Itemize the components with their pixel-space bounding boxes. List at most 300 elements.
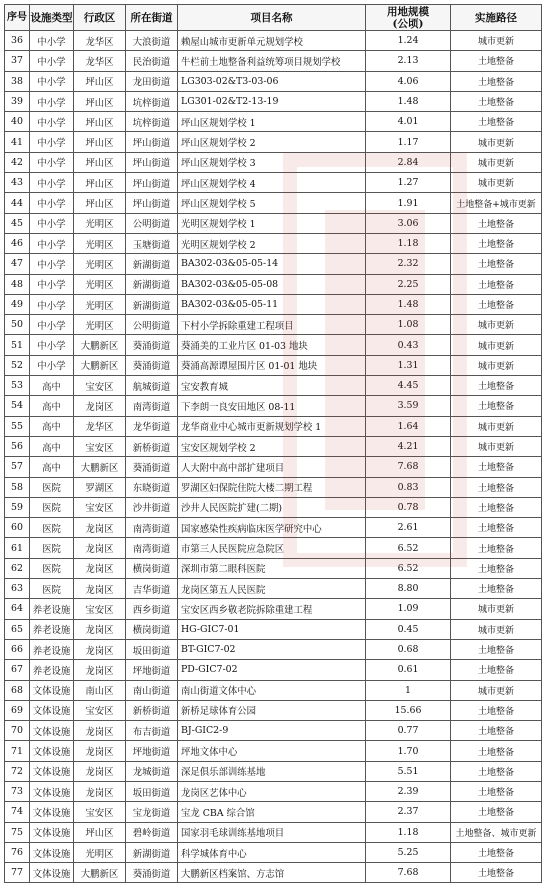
cell-type: 中小学 xyxy=(30,71,74,91)
cell-path: 土地整备 xyxy=(451,721,542,741)
cell-path: 土地整备 xyxy=(451,91,542,111)
cell-street: 坂田街道 xyxy=(126,781,178,801)
cell-path: 土地整备 xyxy=(451,497,542,517)
table-row xyxy=(5,477,542,497)
cell-street: 民治街道 xyxy=(126,51,178,71)
table-row xyxy=(5,294,542,314)
cell-district: 龙岗区 xyxy=(74,619,126,639)
cell-type: 医院 xyxy=(30,518,74,538)
cell-project: HG-GIC7-01 xyxy=(178,619,366,639)
cell-path: 土地整备 xyxy=(451,376,542,396)
cell-district: 光明区 xyxy=(74,842,126,862)
cell-project: 光明区规划学校 1 xyxy=(178,213,366,233)
cell-path: 城市更新 xyxy=(451,173,542,193)
cell-street: 东晓街道 xyxy=(126,477,178,497)
cell-district: 坪山区 xyxy=(74,112,126,132)
cell-no: 77 xyxy=(5,863,30,883)
table-row xyxy=(5,497,542,517)
cell-path: 土地整备 xyxy=(451,863,542,883)
cell-path: 土地整备 xyxy=(451,213,542,233)
cell-scale: 2.39 xyxy=(366,781,451,801)
cell-type: 文体设施 xyxy=(30,700,74,720)
cell-project: BA302-03&05-05-11 xyxy=(178,294,366,314)
cell-district: 龙岗区 xyxy=(74,761,126,781)
table-row xyxy=(5,741,542,761)
header-project: 项目名称 xyxy=(178,5,366,31)
cell-no: 63 xyxy=(5,579,30,599)
cell-scale: 5.25 xyxy=(366,842,451,862)
cell-street: 坪地街道 xyxy=(126,741,178,761)
cell-project: 罗湖区妇保院住院大楼二期工程 xyxy=(178,477,366,497)
cell-street: 南湾街道 xyxy=(126,518,178,538)
cell-project: 坪山区规划学校 3 xyxy=(178,152,366,172)
cell-no: 44 xyxy=(5,193,30,213)
cell-scale: 0.83 xyxy=(366,477,451,497)
cell-project: 光明区规划学校 2 xyxy=(178,233,366,253)
cell-scale: 3.59 xyxy=(366,396,451,416)
cell-type: 中小学 xyxy=(30,91,74,111)
cell-scale: 4.06 xyxy=(366,71,451,91)
cell-scale: 1.18 xyxy=(366,822,451,842)
cell-street: 玉塘街道 xyxy=(126,233,178,253)
cell-no: 72 xyxy=(5,761,30,781)
cell-project: 宝安教育城 xyxy=(178,376,366,396)
cell-type: 高中 xyxy=(30,436,74,456)
cell-project: 坪山区规划学校 4 xyxy=(178,173,366,193)
table-row xyxy=(5,112,542,132)
cell-path: 城市更新 xyxy=(451,416,542,436)
table-row xyxy=(5,599,542,619)
cell-street: 坪山街道 xyxy=(126,152,178,172)
cell-path: 土地整备 xyxy=(451,802,542,822)
cell-no: 71 xyxy=(5,741,30,761)
cell-no: 43 xyxy=(5,173,30,193)
cell-district: 大鹏新区 xyxy=(74,457,126,477)
header-no: 序号 xyxy=(5,5,30,31)
cell-no: 64 xyxy=(5,599,30,619)
cell-district: 坪山区 xyxy=(74,91,126,111)
cell-scale: 1.18 xyxy=(366,233,451,253)
cell-street: 新湖街道 xyxy=(126,294,178,314)
cell-street: 横岗街道 xyxy=(126,619,178,639)
cell-no: 75 xyxy=(5,822,30,842)
cell-district: 南山区 xyxy=(74,680,126,700)
cell-type: 医院 xyxy=(30,558,74,578)
cell-type: 文体设施 xyxy=(30,761,74,781)
cell-path: 土地整备 xyxy=(451,660,542,680)
cell-no: 53 xyxy=(5,376,30,396)
cell-no: 62 xyxy=(5,558,30,578)
cell-path: 土地整备 xyxy=(451,233,542,253)
cell-no: 56 xyxy=(5,436,30,456)
cell-type: 中小学 xyxy=(30,274,74,294)
cell-scale: 8.80 xyxy=(366,579,451,599)
cell-scale: 5.51 xyxy=(366,761,451,781)
cell-project: 龙华商业中心城市更新规划学校 1 xyxy=(178,416,366,436)
table-row xyxy=(5,233,542,253)
cell-street: 新湖街道 xyxy=(126,842,178,862)
cell-street: 碧岭街道 xyxy=(126,822,178,842)
cell-type: 中小学 xyxy=(30,193,74,213)
cell-scale: 2.61 xyxy=(366,518,451,538)
cell-scale: 1.31 xyxy=(366,355,451,375)
cell-district: 坪山区 xyxy=(74,152,126,172)
cell-type: 文体设施 xyxy=(30,802,74,822)
cell-no: 37 xyxy=(5,51,30,71)
cell-type: 文体设施 xyxy=(30,680,74,700)
cell-district: 坪山区 xyxy=(74,71,126,91)
cell-district: 龙岗区 xyxy=(74,639,126,659)
cell-path: 土地整备 xyxy=(451,112,542,132)
cell-no: 68 xyxy=(5,680,30,700)
table-row xyxy=(5,315,542,335)
cell-project: LG303-02&T3-03-06 xyxy=(178,71,366,91)
cell-type: 文体设施 xyxy=(30,842,74,862)
cell-scale: 0.77 xyxy=(366,721,451,741)
cell-project: 牛栏前土地整备利益统筹项目规划学校 xyxy=(178,51,366,71)
cell-district: 光明区 xyxy=(74,294,126,314)
cell-type: 文体设施 xyxy=(30,781,74,801)
cell-street: 沙井街道 xyxy=(126,497,178,517)
cell-type: 中小学 xyxy=(30,132,74,152)
cell-type: 中小学 xyxy=(30,355,74,375)
cell-project: 科学城体育中心 xyxy=(178,842,366,862)
cell-district: 龙华区 xyxy=(74,31,126,51)
table-row xyxy=(5,31,542,51)
cell-street: 南湾街道 xyxy=(126,538,178,558)
cell-project: BA302-03&05-05-14 xyxy=(178,254,366,274)
cell-district: 宝安区 xyxy=(74,599,126,619)
cell-no: 60 xyxy=(5,518,30,538)
cell-district: 大鹏新区 xyxy=(74,335,126,355)
cell-street: 南湾街道 xyxy=(126,396,178,416)
cell-type: 高中 xyxy=(30,457,74,477)
cell-project: 坪地文体中心 xyxy=(178,741,366,761)
cell-type: 中小学 xyxy=(30,152,74,172)
cell-street: 航城街道 xyxy=(126,376,178,396)
cell-scale: 1.24 xyxy=(366,31,451,51)
cell-scale: 4.45 xyxy=(366,376,451,396)
cell-no: 76 xyxy=(5,842,30,862)
cell-path: 土地整备 xyxy=(451,538,542,558)
table-row xyxy=(5,396,542,416)
cell-street: 坪山街道 xyxy=(126,173,178,193)
table-row xyxy=(5,639,542,659)
cell-scale: 1.09 xyxy=(366,599,451,619)
cell-path: 土地整备 xyxy=(451,579,542,599)
cell-type: 养老设施 xyxy=(30,619,74,639)
cell-street: 坑梓街道 xyxy=(126,91,178,111)
cell-district: 龙岗区 xyxy=(74,396,126,416)
cell-street: 新桥街道 xyxy=(126,700,178,720)
cell-type: 中小学 xyxy=(30,233,74,253)
cell-district: 龙岗区 xyxy=(74,721,126,741)
cell-scale: 0.61 xyxy=(366,660,451,680)
cell-project: 坪山区规划学校 5 xyxy=(178,193,366,213)
table-header-row xyxy=(5,5,542,31)
cell-project: BJ-GIC2-9 xyxy=(178,721,366,741)
cell-street: 龙华街道 xyxy=(126,416,178,436)
table-row xyxy=(5,132,542,152)
cell-path: 土地整备 xyxy=(451,477,542,497)
cell-no: 58 xyxy=(5,477,30,497)
cell-scale: 1 xyxy=(366,680,451,700)
cell-scale: 15.66 xyxy=(366,700,451,720)
cell-path: 城市更新 xyxy=(451,132,542,152)
cell-scale: 1.64 xyxy=(366,416,451,436)
cell-path: 城市更新 xyxy=(451,152,542,172)
cell-district: 龙岗区 xyxy=(74,538,126,558)
cell-street: 新桥街道 xyxy=(126,436,178,456)
cell-district: 龙岗区 xyxy=(74,558,126,578)
cell-scale: 0.78 xyxy=(366,497,451,517)
table-row xyxy=(5,558,542,578)
header-type: 设施类型 xyxy=(30,5,74,31)
cell-street: 坪山街道 xyxy=(126,132,178,152)
cell-type: 中小学 xyxy=(30,31,74,51)
cell-no: 54 xyxy=(5,396,30,416)
cell-district: 宝安区 xyxy=(74,497,126,517)
cell-path: 土地整备 xyxy=(451,639,542,659)
cell-path: 土地整备 xyxy=(451,741,542,761)
table-row xyxy=(5,802,542,822)
cell-type: 医院 xyxy=(30,497,74,517)
cell-scale: 6.52 xyxy=(366,558,451,578)
cell-scale: 6.52 xyxy=(366,538,451,558)
cell-type: 医院 xyxy=(30,579,74,599)
cell-street: 新湖街道 xyxy=(126,254,178,274)
table-row xyxy=(5,274,542,294)
cell-project: 宝龙 CBA 综合馆 xyxy=(178,802,366,822)
table-row xyxy=(5,579,542,599)
cell-project: 葵涌美的工业片区 01-03 地块 xyxy=(178,335,366,355)
cell-type: 中小学 xyxy=(30,112,74,132)
cell-type: 养老设施 xyxy=(30,639,74,659)
cell-scale: 1.27 xyxy=(366,173,451,193)
cell-no: 36 xyxy=(5,31,30,51)
cell-no: 41 xyxy=(5,132,30,152)
cell-district: 龙岗区 xyxy=(74,781,126,801)
cell-project: 人大附中高中部扩建项目 xyxy=(178,457,366,477)
cell-street: 宝龙街道 xyxy=(126,802,178,822)
cell-street: 坑梓街道 xyxy=(126,112,178,132)
table-row xyxy=(5,863,542,883)
cell-street: 布吉街道 xyxy=(126,721,178,741)
table-row xyxy=(5,538,542,558)
cell-project: 国家感染性疾病临床医学研究中心 xyxy=(178,518,366,538)
cell-scale: 1.17 xyxy=(366,132,451,152)
cell-street: 坪山街道 xyxy=(126,193,178,213)
cell-scale: 2.25 xyxy=(366,274,451,294)
header-scale: 用地规模 (公顷) xyxy=(366,5,451,31)
cell-project: LG301-02&T2-13-19 xyxy=(178,91,366,111)
cell-type: 中小学 xyxy=(30,335,74,355)
table-row xyxy=(5,173,542,193)
cell-path: 城市更新 xyxy=(451,619,542,639)
cell-district: 龙华区 xyxy=(74,51,126,71)
table-row xyxy=(5,619,542,639)
cell-no: 73 xyxy=(5,781,30,801)
cell-scale: 2.13 xyxy=(366,51,451,71)
cell-no: 74 xyxy=(5,802,30,822)
cell-project: 赖屋山城市更新单元规划学校 xyxy=(178,31,366,51)
cell-district: 罗湖区 xyxy=(74,477,126,497)
cell-district: 宝安区 xyxy=(74,802,126,822)
cell-street: 葵涌街道 xyxy=(126,457,178,477)
cell-district: 龙岗区 xyxy=(74,660,126,680)
cell-scale: 1.48 xyxy=(366,91,451,111)
cell-no: 50 xyxy=(5,315,30,335)
cell-type: 高中 xyxy=(30,376,74,396)
table-row xyxy=(5,51,542,71)
cell-type: 高中 xyxy=(30,396,74,416)
cell-path: 城市更新 xyxy=(451,31,542,51)
table-row xyxy=(5,700,542,720)
cell-scale: 1.48 xyxy=(366,294,451,314)
cell-street: 西乡街道 xyxy=(126,599,178,619)
table-row xyxy=(5,335,542,355)
table-row xyxy=(5,660,542,680)
table-row xyxy=(5,416,542,436)
cell-project: 宝安区西乡敬老院拆除重建工程 xyxy=(178,599,366,619)
table-row xyxy=(5,518,542,538)
cell-district: 龙岗区 xyxy=(74,518,126,538)
table-row xyxy=(5,781,542,801)
cell-no: 69 xyxy=(5,700,30,720)
cell-scale: 4.21 xyxy=(366,436,451,456)
table-row xyxy=(5,721,542,741)
table-row xyxy=(5,193,542,213)
facility-table xyxy=(4,4,542,883)
cell-no: 61 xyxy=(5,538,30,558)
table-row xyxy=(5,680,542,700)
cell-path: 土地整备 xyxy=(451,842,542,862)
cell-no: 39 xyxy=(5,91,30,111)
cell-path: 土地整备 xyxy=(451,294,542,314)
table-row xyxy=(5,376,542,396)
cell-no: 49 xyxy=(5,294,30,314)
cell-scale: 3.06 xyxy=(366,213,451,233)
cell-project: 新桥足球体育公园 xyxy=(178,700,366,720)
cell-project: 下村小学拆除重建工程项目 xyxy=(178,315,366,335)
cell-no: 70 xyxy=(5,721,30,741)
cell-path: 城市更新 xyxy=(451,599,542,619)
table-row xyxy=(5,355,542,375)
cell-project: 葵涌高源谭屋围片区 01-01 地块 xyxy=(178,355,366,375)
facility-table-container xyxy=(4,4,541,883)
cell-path: 城市更新 xyxy=(451,680,542,700)
header-path: 实施路径 xyxy=(451,5,542,31)
cell-scale: 0.68 xyxy=(366,639,451,659)
cell-no: 67 xyxy=(5,660,30,680)
cell-street: 吉华街道 xyxy=(126,579,178,599)
cell-district: 宝安区 xyxy=(74,700,126,720)
cell-project: 下李朗一良安田地区 08-11 xyxy=(178,396,366,416)
table-row xyxy=(5,436,542,456)
cell-project: 深圳市第二眼科医院 xyxy=(178,558,366,578)
cell-type: 养老设施 xyxy=(30,660,74,680)
table-row xyxy=(5,152,542,172)
cell-district: 大鹏新区 xyxy=(74,863,126,883)
cell-type: 文体设施 xyxy=(30,863,74,883)
cell-district: 光明区 xyxy=(74,315,126,335)
cell-type: 文体设施 xyxy=(30,822,74,842)
cell-no: 59 xyxy=(5,497,30,517)
cell-project: PD-GIC7-02 xyxy=(178,660,366,680)
cell-project: BA302-03&05-05-08 xyxy=(178,274,366,294)
cell-scale: 2.37 xyxy=(366,802,451,822)
cell-street: 葵涌街道 xyxy=(126,335,178,355)
cell-district: 光明区 xyxy=(74,254,126,274)
cell-street: 龙城街道 xyxy=(126,761,178,781)
cell-district: 宝安区 xyxy=(74,376,126,396)
table-row xyxy=(5,822,542,842)
cell-type: 文体设施 xyxy=(30,721,74,741)
cell-path: 城市更新 xyxy=(451,355,542,375)
cell-scale: 0.45 xyxy=(366,619,451,639)
cell-path: 土地整备 xyxy=(451,254,542,274)
header-district: 行政区 xyxy=(74,5,126,31)
cell-path: 土地整备 xyxy=(451,761,542,781)
cell-district: 龙岗区 xyxy=(74,579,126,599)
cell-district: 龙岗区 xyxy=(74,741,126,761)
cell-path: 土地整备+城市更新 xyxy=(451,193,542,213)
cell-no: 48 xyxy=(5,274,30,294)
cell-street: 坂田街道 xyxy=(126,639,178,659)
cell-street: 葵涌街道 xyxy=(126,863,178,883)
cell-scale: 1.91 xyxy=(366,193,451,213)
cell-district: 坪山区 xyxy=(74,173,126,193)
cell-street: 大浪街道 xyxy=(126,31,178,51)
cell-no: 55 xyxy=(5,416,30,436)
cell-path: 城市更新 xyxy=(451,335,542,355)
cell-scale: 7.68 xyxy=(366,457,451,477)
cell-scale: 4.01 xyxy=(366,112,451,132)
cell-project: 坪山区规划学校 2 xyxy=(178,132,366,152)
cell-scale: 0.43 xyxy=(366,335,451,355)
table-row xyxy=(5,213,542,233)
table-row xyxy=(5,457,542,477)
table-row xyxy=(5,761,542,781)
cell-scale: 2.32 xyxy=(366,254,451,274)
cell-project: 沙井人民医院扩建(二期) xyxy=(178,497,366,517)
cell-street: 公明街道 xyxy=(126,315,178,335)
cell-street: 新湖街道 xyxy=(126,274,178,294)
cell-path: 城市更新 xyxy=(451,436,542,456)
table-row xyxy=(5,254,542,274)
cell-type: 中小学 xyxy=(30,254,74,274)
cell-path: 土地整备 xyxy=(451,51,542,71)
table-body xyxy=(5,31,542,883)
cell-type: 高中 xyxy=(30,416,74,436)
cell-no: 65 xyxy=(5,619,30,639)
cell-district: 光明区 xyxy=(74,274,126,294)
cell-type: 中小学 xyxy=(30,51,74,71)
cell-path: 土地整备 xyxy=(451,700,542,720)
cell-type: 中小学 xyxy=(30,315,74,335)
cell-no: 46 xyxy=(5,233,30,253)
cell-path: 土地整备 xyxy=(451,71,542,91)
cell-no: 66 xyxy=(5,639,30,659)
cell-path: 土地整备 xyxy=(451,558,542,578)
cell-project: 龙岗区第五人民医院 xyxy=(178,579,366,599)
cell-project: 国家羽毛球训练基地项目 xyxy=(178,822,366,842)
cell-no: 47 xyxy=(5,254,30,274)
cell-path: 土地整备 xyxy=(451,781,542,801)
cell-path: 土地整备 xyxy=(451,274,542,294)
cell-district: 龙华区 xyxy=(74,416,126,436)
cell-project: 龙岗区艺体中心 xyxy=(178,781,366,801)
